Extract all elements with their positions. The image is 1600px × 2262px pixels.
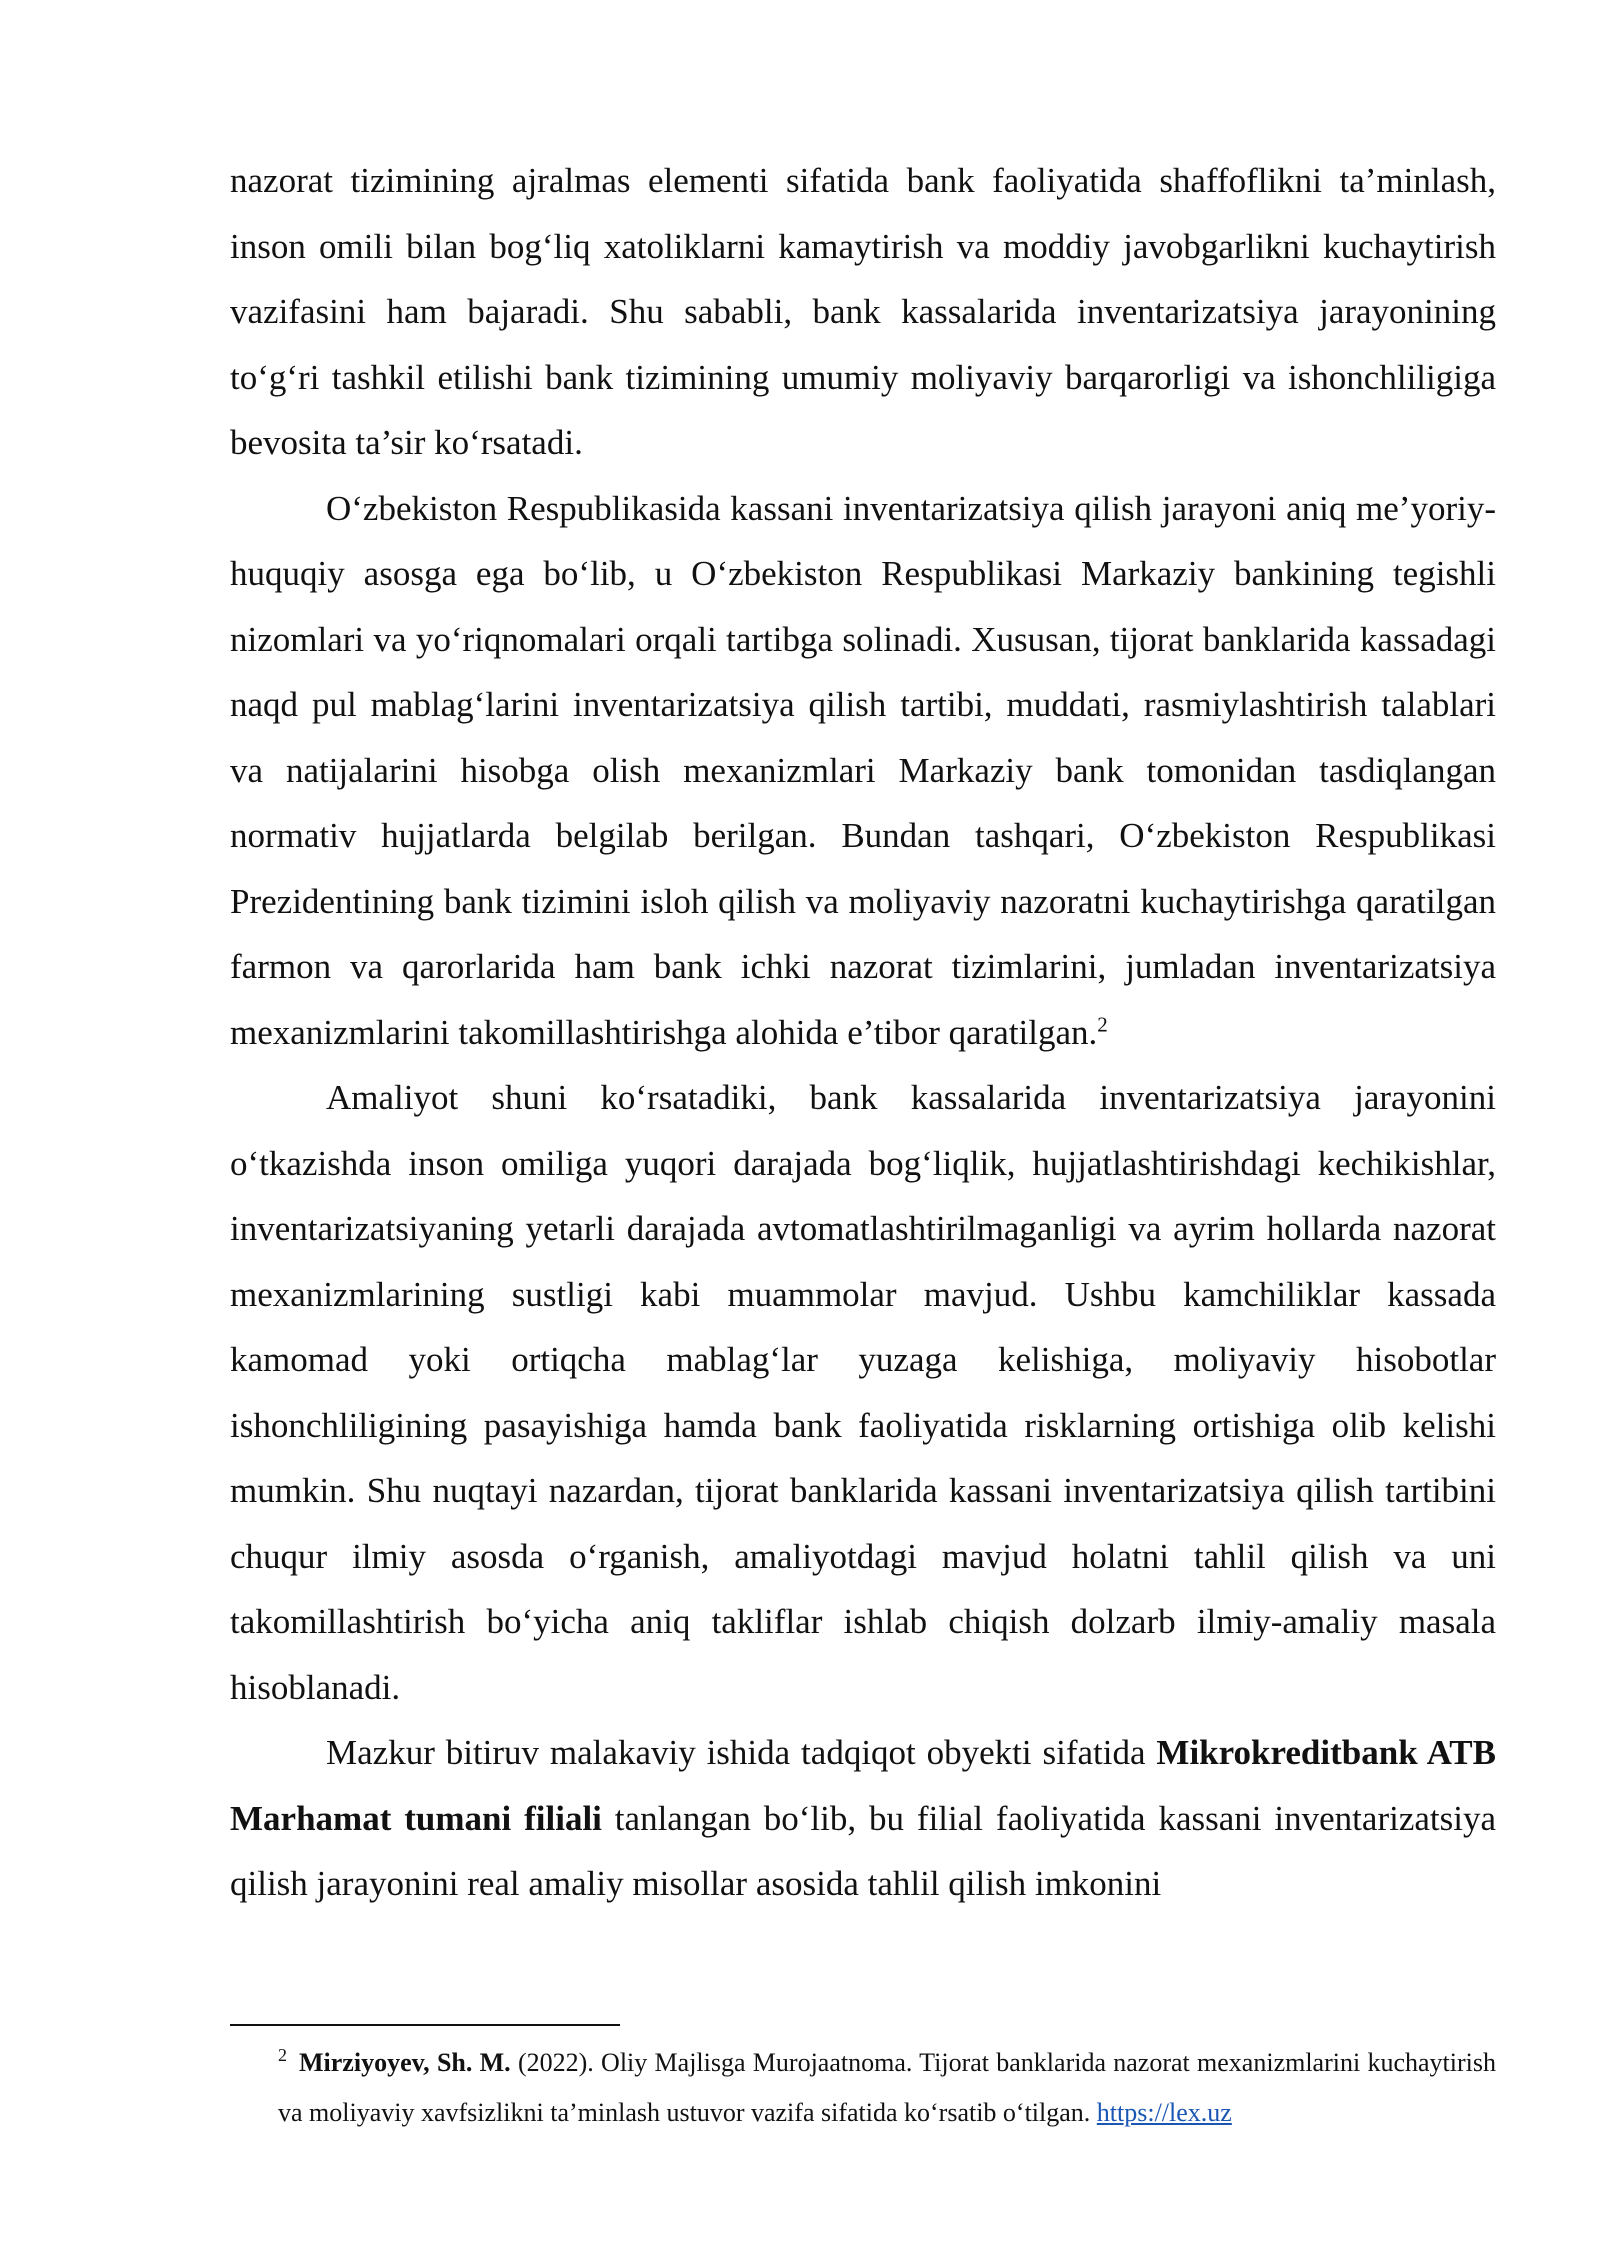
paragraph-2 (230, 476, 1496, 1066)
paragraph-4-text-start: Mazkur bitiruv malakaviy ishida tadqiqot obyekti sifatida (326, 1733, 1157, 1772)
footnote-reference[interactable]: 2 (1097, 1011, 1108, 1036)
document-page (230, 148, 1496, 1917)
paragraph-1 (230, 148, 1496, 476)
footnote-separator (230, 2024, 620, 2026)
paragraph-4 (230, 1720, 1496, 1917)
paragraph-3 (230, 1065, 1496, 1720)
footnote-number: 2 (278, 2045, 287, 2066)
paragraph-3-text: Amaliyot shuni ko‘rsatadiki, bank kassalarida inventarizatsiya jarayonini o‘tkazishda inson omiliga yuqori darajada bog‘liqlik, hujjatlashtirishdagi kechikishlar, inventarizatsiyaning yetarli darajada avtomatlashtirilmaganligi va ayrim hollarda nazorat mexanizmlarining sustligi kabi muammolar mavjud. Ushbu kamchiliklar kassada kamomad yoki ortiqcha mablag‘lar yuzaga kelishiga, moliyaviy hisobotlar ishonchliligining pasayishiga hamda bank faoliyatida risklarning ortishiga olib kelishi mumkin. Shu nuqtayi nazardan, tijorat banklarida kassani inventarizatsiya qilish tartibini chuqur ilmiy asosda o‘rganish, amaliyotdagi mavjud holatni tahlil qilish va uni takomillashtirish bo‘yicha aniq takliflar ishlab chiqish dolzarb ilmiy-amaliy masala hisoblanadi. (230, 1078, 1496, 1707)
footnote-text: (2022). Oliy Majlisga Murojaatnoma. Tijorat banklarida nazorat mexanizmlarini kuchaytirish va moliyaviy xavfsizlikni ta’minlash ustuvor vazifa sifatida ko‘rsatib o‘tilgan. (278, 2048, 1496, 2127)
paragraph-1-text: nazorat tizimining ajralmas elementi sifatida bank faoliyatida shaffoflikni ta’minlash, inson omili bilan bog‘liq xatoliklarni kamaytirish va moddiy javobgarlikni kuchaytirish vazifasini ham bajaradi. Shu sababli, bank kassalarida inventarizatsiya jarayonining to‘g‘ri tashkil etilishi bank tizimining umumiy moliyaviy barqarorligi va ishonchliligiga bevosita ta’sir ko‘rsatadi. (230, 161, 1496, 462)
paragraph-4-text-end: tanlangan bo‘lib, bu filial faoliyatida kassani inventarizatsiya qilish jarayonini real amaliy misollar asosida tahlil qilish imkonini (230, 1798, 1496, 1903)
footnote (278, 2038, 1496, 2138)
paragraph-4-bold-org-name: Mikrokreditbank ATB Marhamat tumani filiali (230, 1733, 1496, 1838)
footnote-author: Mirziyoyev, Sh. M. (299, 2048, 511, 2077)
footnote-link[interactable]: https://lex.uz (1096, 2098, 1232, 2127)
paragraph-2-text: O‘zbekiston Respublikasida kassani inventarizatsiya qilish jarayoni aniq me’yoriy-huquqiy asosga ega bo‘lib, u O‘zbekiston Respublikasi Markaziy bankining tegishli nizomlari va yo‘riqnomalari orqali tartibga solinadi. Xususan, tijorat banklarida kassadagi naqd pul mablag‘larini inventarizatsiya qilish tartibi, muddati, rasmiylashtirish talablari va natijalarini hisobga olish mexanizmlari Markaziy bank tomonidan tasdiqlangan normativ hujjatlarda belgilab berilgan. Bundan tashqari, O‘zbekiston Respublikasi Prezidentining bank tizimini isloh qilish va moliyaviy nazoratni kuchaytirishga qaratilgan farmon va qarorlarida ham bank ichki nazorat tizimlarini, jumladan inventarizatsiya mexanizmlarini takomillashtirishga alohida e’tibor qaratilgan. (230, 488, 1496, 1052)
